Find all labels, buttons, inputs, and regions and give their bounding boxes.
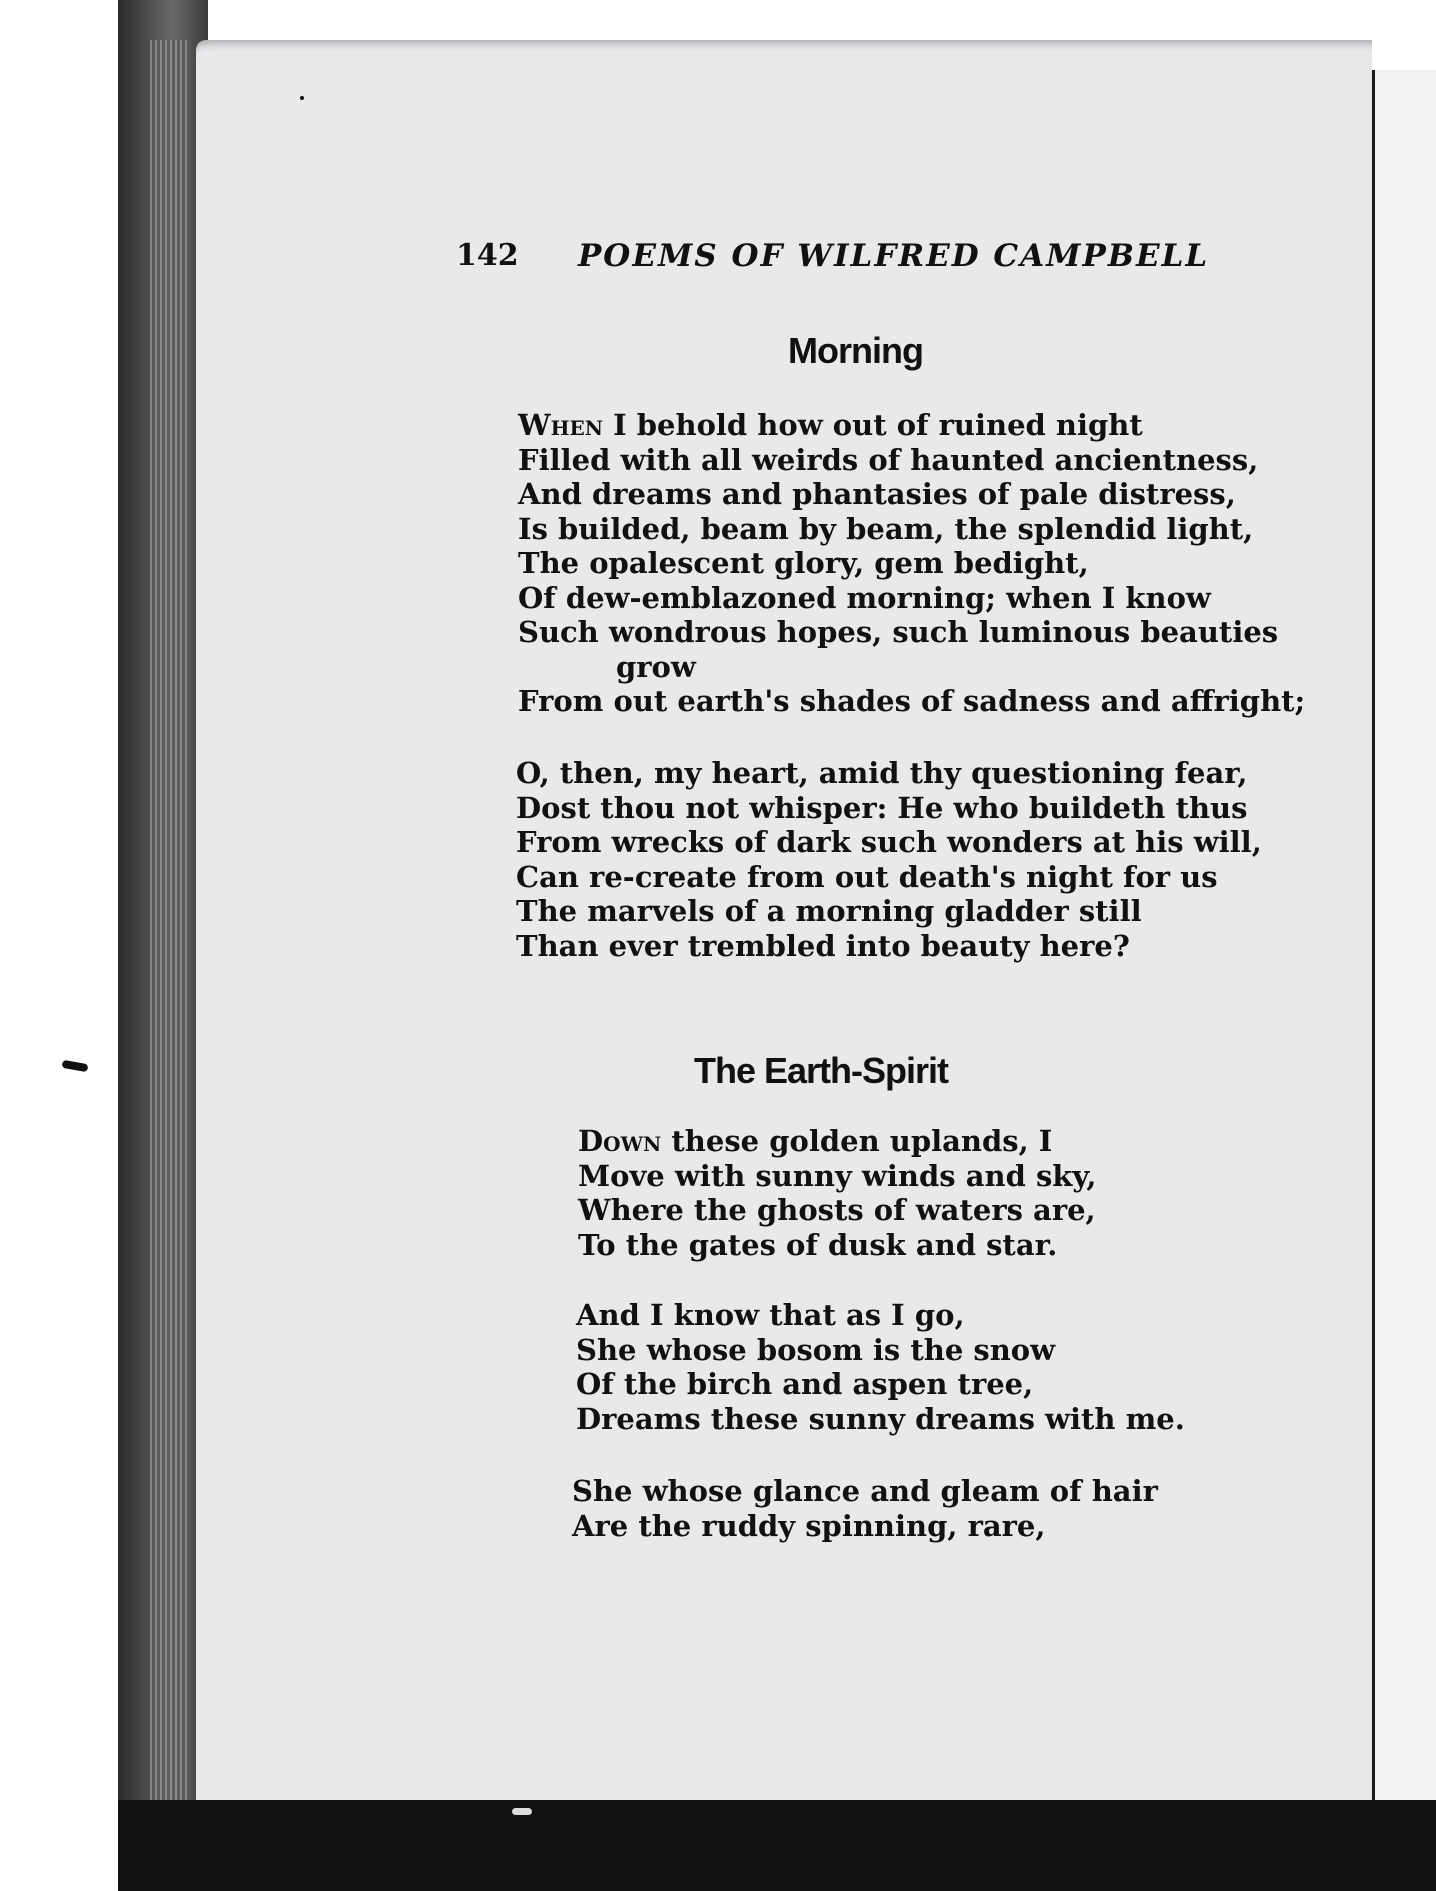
poem-line: Is builded, beam by beam, the splendid light, [518,511,1254,546]
poem-line: From out earth's shades of sadness and affright; [518,684,1306,718]
poem-line [518,408,1305,443]
poem-line: Such wondrous hopes, such luminous beauties [518,615,1279,649]
poem-line: Can re-create from out death's night for us [516,859,1218,894]
lead-word: Down [578,1124,662,1158]
poem-line: Of the birch and aspen tree, [576,1367,1034,1401]
poem-line: O, then, my heart, amid thy questioning fear, [516,756,1248,790]
running-title: POEMS OF WILFRED CAMPBELL [578,238,1210,274]
scan-speck [300,96,304,100]
poem-line: Where the ghosts of waters are, [578,1193,1096,1227]
poem-stanza [576,1298,1185,1436]
poem-line: Filled with all weirds of haunted ancientness, [518,442,1259,477]
poem-line: And I know that as I go, [576,1298,965,1332]
poem-line: The marvels of a morning gladder still [516,894,1142,928]
lead-word: When [518,408,603,442]
page-number: 142 [456,238,519,273]
poem-line: Dreams these sunny dreams with me. [576,1401,1185,1436]
poem-title-earth-spirit: The Earth-Spirit [694,1050,949,1091]
poem-line: She whose glance and gleam of hair [572,1474,1158,1508]
poem-stanza [518,408,1305,719]
book-spine-texture [150,40,190,1820]
poem-line [578,1124,1097,1159]
poem-stanza [572,1474,1158,1543]
poem-line: Are the ruddy spinning, rare, [572,1508,1046,1543]
poem-line: Dost thou not whisper: He who buildeth thus [516,790,1248,825]
poem-line: And dreams and phantasies of pale distress, [518,477,1236,511]
poem-line: She whose bosom is the snow [576,1332,1056,1367]
poem-line: The opalescent glory, gem bedight, [518,546,1089,580]
line-text: I behold how out of ruined night [603,408,1143,442]
poem-line: Than ever trembled into beauty here? [516,928,1130,963]
poem-stanza [578,1124,1097,1262]
running-head [456,238,1210,278]
poem-stanza [516,756,1262,963]
poem-line: Move with sunny winds and sky, [578,1158,1097,1193]
poem-line-turnover: grow [616,649,696,684]
scan-speck [512,1808,532,1815]
bottom-page-edge [118,1800,1436,1891]
poem-line: Of dew-emblazoned morning; when I know [518,580,1211,615]
facing-page-edge [1372,70,1436,1800]
poem-line: From wrecks of dark such wonders at his will, [516,825,1262,859]
poem-title-morning: Morning [788,330,923,371]
line-text: these golden uplands, I [661,1124,1053,1158]
poem-line: To the gates of dusk and star. [578,1227,1058,1262]
